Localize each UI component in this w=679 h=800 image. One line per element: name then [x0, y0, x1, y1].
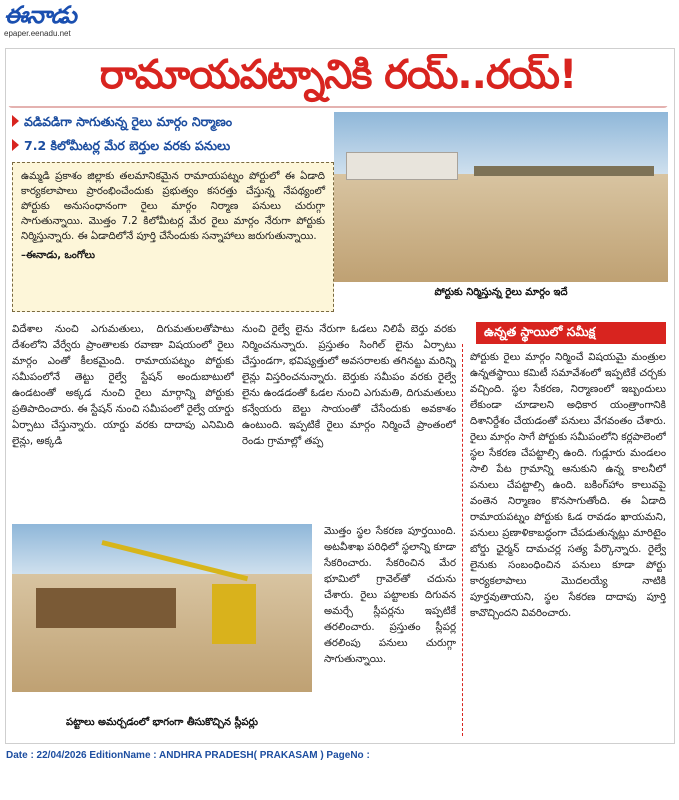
column-1-text: విదేశాల నుంచి ఎగుమతులు, దిగుమతులతోపాటు దేశంలోని వేర్వేరు ప్రాంతాలకు రవాణా విషయంలో రైలు మార్గం ఎంతో కీలకమైంది. రామాయపట్నం పోర్టుకు సమీపంలోనే తెట్టు రైల్వే స్టేషన్ అందుబాటులో ఉండటంతో అక్కడ నుంచి రైలు మార్గాన్ని పోర్టుకు ప్రతిపాదించారు. ఈ స్టేషన్ నుంచి సమీపంలో రైల్వే యార్డు ఏర్పాటు చేస్తున్నారు. యార్డు వరకు దాదాపు ఎనిమిది లైన్లు, అక్కడి	[12, 324, 234, 447]
deck-2-text: 7.2 కిలోమీటర్ల మేర బెర్తుల వరకు పనులు	[24, 138, 231, 153]
column-3-text: పోర్టుకు రైలు మార్గం నిర్మించే విషయమై మంత్రుల ఉన్నతస్థాయి కమిటీ సమావేశంలో ఇప్పటికే చర్చకు వచ్చింది. స్థల సేకరణ, నిర్మాణంలో ఇబ్బందులు లేకుండా చూడాలని అధికార యంత్రాంగానికి దిశానిర్దేశం చేయడంతో పనులు వేగవంతం చేశారు. రైలు మార్గం సాగే పోర్టుకు సమీపంలోని కర్లపాలెంలో స్థల సేకరణ చేపట్టాల్సి ఉంది. గుడ్లూరు మండలం సాలి పేట గ్రామాన్ని ఆనుకుని ఉన్న కాలనీలో పనులు చేపట్టాల్సి ఉంది. బకింగ్‌హాం కాలువపై వంతెన నిర్మాణం కొనసాగుతోంది. ఈ ఏడాది రామాయపట్నం పోర్టుకు ఓడ రావడం ఖాయమని, పనులు ప్రణాళికాబద్ధంగా చేపడుతున్నట్లు మారిటైం బోర్డు ఛైర్మన్ దామచర్ల సత్య పేర్కొన్నారు. రైల్వే లైనుకు సంబంధించిన పనులు కూడా పోర్టు కార్యకలాపాలు మొదలయ్యే నాటికి పూర్తవుతాయని, స్థల సేకరణ దాదాపు పూర్తి కావొచ్చిందని వివరించారు.	[470, 352, 666, 619]
column-2-text-bottom: మొత్తం స్థల సేకరణ పూర్తయింది. అటవీశాఖ పరిధిలో స్థలాన్ని కూడా సేకరించారు. సేకరించిన మేర భూమిలో గ్రావెల్‌తో చదును చేశారు. రైలు పట్టాలకు దిగువన అమర్చే స్లీపర్లను ఇప్పటికే తరలించారు. ప్రస్తుతం స్లీపర్ల తరలింపు పనులు చురుగ్గా సాగుతున్నాయి.	[324, 526, 456, 665]
deck-1	[12, 114, 232, 133]
intro-box	[12, 162, 334, 312]
subhead-review: ఉన్నత స్థాయిలో సమీక్ష	[476, 322, 666, 344]
column-2-text-top: నుంచి రైల్వే లైను నేరుగా ఓడలు నిలిపే బెర్తు వరకు నిర్మించనున్నారు. ప్రస్తుతం సింగిల్ లైను ఏర్పాటు చేస్తుండగా, భవిష్యత్తులో అవసరాలకు తగినట్టు మరిన్ని లైన్లు విస్తరించనున్నారు. బెర్తుకు సమీపం వరకు రైల్వే లైను ఉండడంతో ఓడల నుంచి ఎగుమతి, దిగుమతులు కన్వేయరు బెల్టు సాయంతో చేసేందుకు అవకాశం ఉంటుంది. ఇప్పటికే రైలు మార్గం నిర్మించే ప్రాంతంలో రెండు గ్రామాల్లో తప్ప	[242, 324, 456, 447]
logo-mark: ఈనాడు	[4, 1, 76, 29]
article-headline: రామాయపట్నానికి రయ్..రయ్!	[8, 54, 668, 106]
triangle-bullet-icon	[12, 139, 19, 151]
triangle-bullet-icon	[12, 115, 19, 127]
logo-url: epaper.eenadu.net	[4, 29, 71, 38]
photo2-caption: పట్టాలు అమర్చడంలో భాగంగా తీసుకొచ్చిన స్లీపర్లు	[65, 717, 258, 728]
intro-text: ఉమ్మడి ప్రకాశం జిల్లాకు తలమానికమైన రామాయపట్నం పోర్టులో ఈ ఏడాది కార్యకలాపాలు ప్రారంభించేందుకు ప్రభుత్వం కసరత్తు చేస్తున్న నేపథ్యంలో పోర్టుకు అనుసంధానంగా రైలు మార్గం నిర్మాణ పనులు చురుగ్గా సాగుతున్నాయి. మొత్తం 7.2 కిలోమీటర్ల మేర రైలు మార్గం నేరుగా పోర్టుకు నిర్మిస్తున్నారు. ఈ ఏడాదిలోనే పూర్తి చేసేందుకు సన్నాహాలు జరుగుతున్నాయి.	[21, 171, 325, 242]
photo-railway-site	[334, 112, 668, 282]
byline: –ఈనాడు, ఒంగోలు	[21, 250, 96, 261]
masthead-logo	[4, 2, 114, 42]
edition-footer: Date : 22/04/2026 EditionName : ANDHRA PRADESH( PRAKASAM ) PageNo :	[6, 750, 370, 761]
photo1-caption: పోర్టుకు నిర్మిస్తున్న రైలు మార్గం ఇదే	[434, 287, 568, 298]
photo-sleepers	[12, 524, 312, 692]
deck-1-text: వడివడిగా సాగుతున్న రైలు మార్గం నిర్మాణం	[24, 114, 233, 129]
deck-2	[12, 138, 230, 157]
